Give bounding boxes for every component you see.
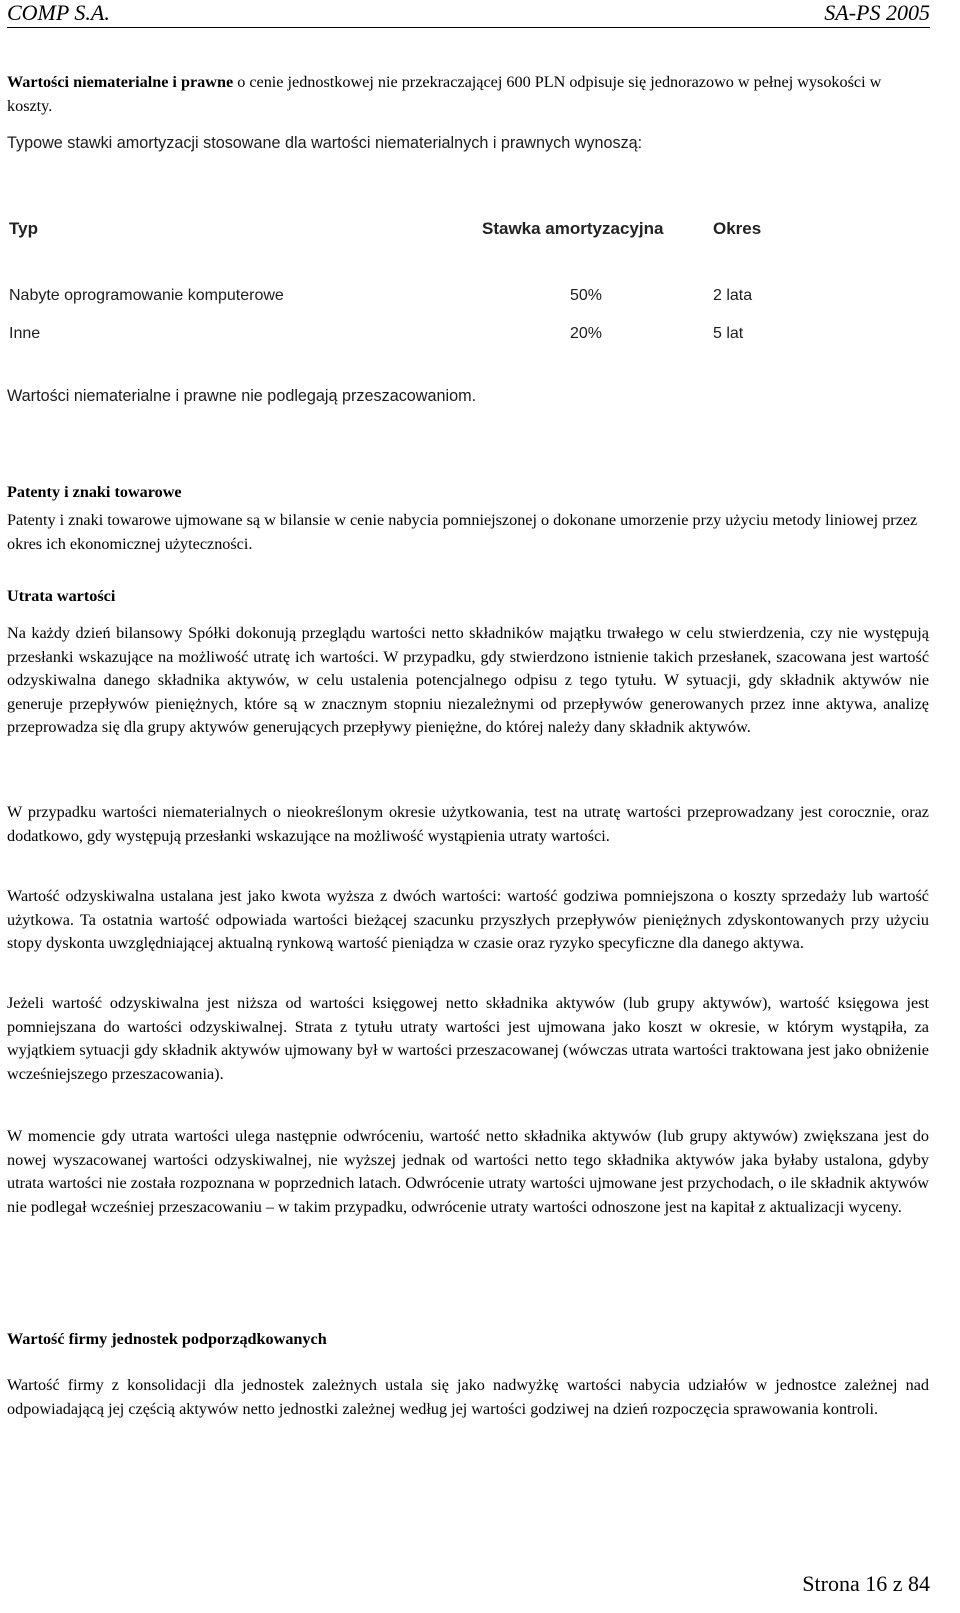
revaluation-note: Wartości niematerialne i prawne nie podlegają przeszacowaniom.	[7, 387, 477, 405]
impairment-paragraph: W przypadku wartości niematerialnych o nieokreślonym okresie użytkowania, test na utratę wartości przeprowadzany jest corocznie, oraz dodatkowo, gdy występują przesłanki wskazujące na możliwość wystąpienia utraty wartości.	[7, 803, 929, 845]
intro-paragraph	[7, 71, 929, 118]
table-cell-type: Nabyte oprogramowanie komputerowe	[9, 287, 284, 304]
table-header-period: Okres	[713, 219, 762, 238]
table-header-type: Typ	[9, 219, 38, 238]
impairment-paragraph: Jeżeli wartość odzyskiwalna jest niższa od wartości księgowej netto składnika aktywów (lub grupy aktywów), wartość księgowa jest pomniejszana do wartości odzyskiwalnej. Strata z tytułu utraty wartości jest ujmowana jako koszt w okresie, w którym wystąpiła, za wyjątkiem sytuacji gdy składnik aktywów ujmowany był w wartości przeszacowanej (wówczas utrata wartości traktowana jest jako obniżenie wcześniejszego przeszacowania).	[7, 994, 929, 1083]
header-report-id: SA-PS 2005	[824, 0, 930, 25]
impairment-paragraph: Na każdy dzień bilansowy Spółki dokonują przeglądu wartości netto składników majątku trwałego w celu stwierdzenia, czy nie występują przesłanki wskazujące na możliwość utratę ich wartości. W przypadku, gdy stwierdzono istnienie takich przesłanek, szacowana jest wartość odzyskiwalna danego składnika aktywów, w celu ustalenia potencjalnego odpisu z tego tytułu. W sytuacji, gdy składnik aktywów nie generuje przepływów pieniężnych, które są w znacznym stopniu niezależnymi od przepływów generowanych przez inne aktywa, analizę przeprowadza się dla grupy aktywów generujących przepływy pieniężne, do której należy dany składnik aktywów.	[7, 624, 929, 736]
intro-bold-lead: Wartości niematerialne i prawne	[7, 73, 234, 91]
patents-heading: Patenty i znaki towarowe	[7, 483, 182, 501]
patents-paragraph: Patenty i znaki towarowe ujmowane są w bilansie w cenie nabycia pomniejszonej o dokonane umorzenie przy użyciu metody liniowej przez okres ich ekonomicznej użyteczności.	[7, 511, 918, 553]
goodwill-paragraph: Wartość firmy z konsolidacji dla jednostek zależnych ustala się jako nadwyżkę wartości nabycia udziałów w jednostce zależnej nad odpowiadającą jej częścią aktywów netto jednostki zależnej według jej wartości godziwej na dzień rozpoczęcia sprawowania kontroli.	[7, 1376, 929, 1418]
header-company: COMP S.A.	[7, 0, 110, 25]
page-number: Strona 16 z 84	[802, 1571, 930, 1596]
table-cell-period: 2 lata	[713, 287, 753, 304]
intro-rest: o cenie jednostkowej nie przekraczającej 600 PLN odpisuje się jednorazowo w pełnej wysokości w koszty.	[7, 73, 882, 115]
impairment-paragraph: W momencie gdy utrata wartości ulega następnie odwróceniu, wartość netto składnika aktywów (lub grupy aktywów) zwiększana jest do nowej wyszacowanej wartości odzyskiwalnej, nie wyższej jednak od wartości netto tego składnika aktywów jaka byłaby ustalona, gdyby utrata wartości nie została rozpoznana w poprzednich latach. Odwrócenie utraty wartości ujmowane jest przychodach, o ile składnik aktywów nie podlegał wcześniej przeszacowaniu – w takim przypadku, odwrócenie utraty wartości odnoszone jest na kapitał z aktualizacji wyceny.	[7, 1127, 929, 1216]
table-cell-rate: 20%	[570, 325, 603, 342]
table-cell-rate: 50%	[570, 287, 603, 304]
page-header	[7, 0, 930, 28]
table-cell-period: 5 lat	[713, 325, 744, 342]
goodwill-heading: Wartość firmy jednostek podporządkowanych	[7, 1330, 327, 1348]
rates-intro: Typowe stawki amortyzacji stosowane dla wartości niematerialnych i prawnych wynoszą:	[7, 134, 643, 152]
impairment-heading: Utrata wartości	[7, 587, 116, 605]
impairment-paragraph: Wartość odzyskiwalna ustalana jest jako kwota wyższa z dwóch wartości: wartość godziwa pomniejszona o koszty sprzedaży lub wartość użytkowa. Ta ostatnia wartość odpowiada wartości bieżącej szacunku przyszłych przepływów pieniężnych zdyskontowanych przy użyciu stopy dyskonta uwzględniającej aktualną rynkową wartość pieniądza w czasie oraz ryzyko specyficzne dla danego aktywa.	[7, 887, 929, 952]
table-header-rate: Stawka amortyzacyjna	[482, 219, 664, 238]
table-cell-type: Inne	[9, 325, 41, 342]
